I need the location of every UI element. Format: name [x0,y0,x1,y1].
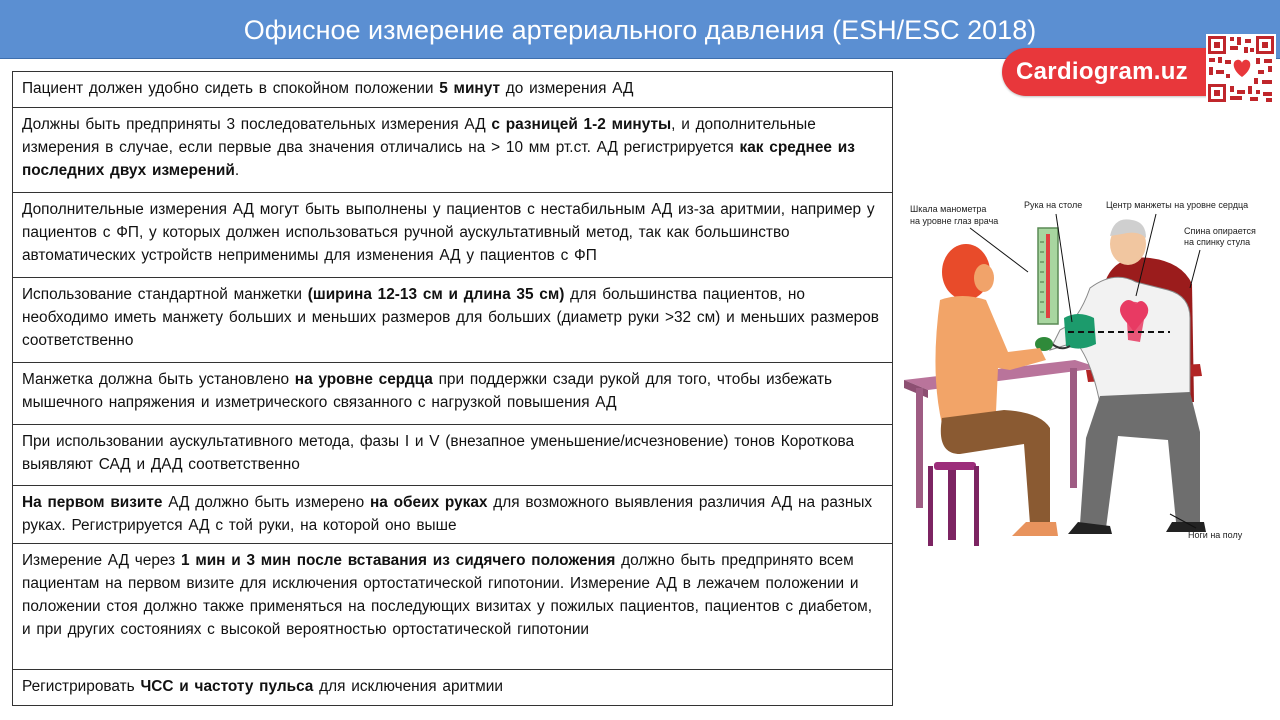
row-text: Манжетка должна быть установлено [22,371,295,388]
row-text: Измерение АД через [22,552,181,569]
row-text: Регистрировать [22,678,141,695]
emphasis-text: ЧСС и частоту пульса [140,678,314,695]
row-text: При использовании аускультативного метода, фазы I и V (внезапное уменьшение/исчезновение) тонов Короткова выявляют САД и ДАД соответственно [22,433,855,473]
measurement-rules-table [12,71,893,706]
emphasis-text: как среднее из последних двух измерений [22,139,855,179]
row-text: должно быть предпринято всем пациентам на первом визите для исключения ортостатической гипотонии. Измерение АД в лежачем положении и положении стоя должно также применяться на последующих визитах у пожилых пациентов, пациентов с диабетом, и при других состояниях с высокой вероятностью ортостатической гипотонии [22,552,872,638]
label-arm: Рука на столе [1024,200,1083,210]
label-cuff: Центр манжеты на уровне сердца [1106,200,1249,210]
row-text: для большинства пациентов, но необходимо иметь манжету больших и меньших размеров для больших (диаметр руки >32 см) и меньших размеров соответственно [22,286,879,349]
row-text: Использование стандартной манжетки [22,286,308,303]
row-text: до измерения АД [499,80,634,97]
row-text: для исключения аритмии [313,678,503,695]
brand-badge[interactable] [1002,48,1214,96]
label-manometer-2: на уровне глаз врача [910,216,999,226]
table-row [13,670,892,705]
table-row [13,193,892,278]
page-title: Офисное измерение артериального давления (ESH/ESC 2018) [243,15,1037,45]
qr-code-icon [1206,34,1276,104]
table-row [13,72,892,108]
table-row [13,544,892,670]
row-text: , и дополнительные измерения в случае, если первые два значения отличались на > 10 мм рт.ст. АД регистрируется [22,116,816,156]
manometer-icon [1038,228,1058,324]
row-text: Пациент должен удобно сидеть в спокойном положении [22,80,440,97]
label-back-1: Спина опирается [1184,226,1256,236]
emphasis-text: с разницей 1-2 минуты [491,116,672,133]
emphasis-text: 5 минут [439,80,500,97]
label-feet: Ноги на полу [1188,530,1243,540]
emphasis-text: На первом визите [22,494,163,511]
row-text: Дополнительные измерения АД могут быть выполнены у пациентов с нестабильным АД из-за аритмии, например у пациентов с ФП, у которых должен использоваться ручной аускультативный метод, так как большинство автоматических устройств неприменимы для изменения АД у пациентов с ФП [22,201,875,264]
brand-name: Cardiogram.uz [1016,58,1188,85]
row-text: . [234,162,240,179]
label-back-2: на спинку стула [1184,237,1251,247]
emphasis-text: 1 мин и 3 мин после вставания из сидячего положения [180,552,616,569]
table-row [13,108,892,193]
table-row [13,425,892,486]
emphasis-text: (ширина 12-13 см и длина 35 см) [307,286,565,303]
emphasis-text: на уровне сердца [294,371,433,388]
table-row [13,363,892,425]
row-text: для возможного выявления различия АД на разных руках. Регистрируется АД с той руки, на которой оно выше [22,494,873,534]
table-row [13,486,892,544]
row-text: при поддержки сзади рукой для того, чтобы избежать мышечного напряжения и изметрического связанного с нагрузкой повышения АД [22,371,833,411]
bp-measurement-illustration [900,192,1272,602]
row-text: АД должно быть измерено [162,494,371,511]
table-row [13,278,892,363]
emphasis-text: на обеих руках [370,494,488,511]
label-manometer-1: Шкала манометра [910,204,987,214]
row-text: Должны быть предприняты 3 последовательных измерения АД [22,116,492,133]
